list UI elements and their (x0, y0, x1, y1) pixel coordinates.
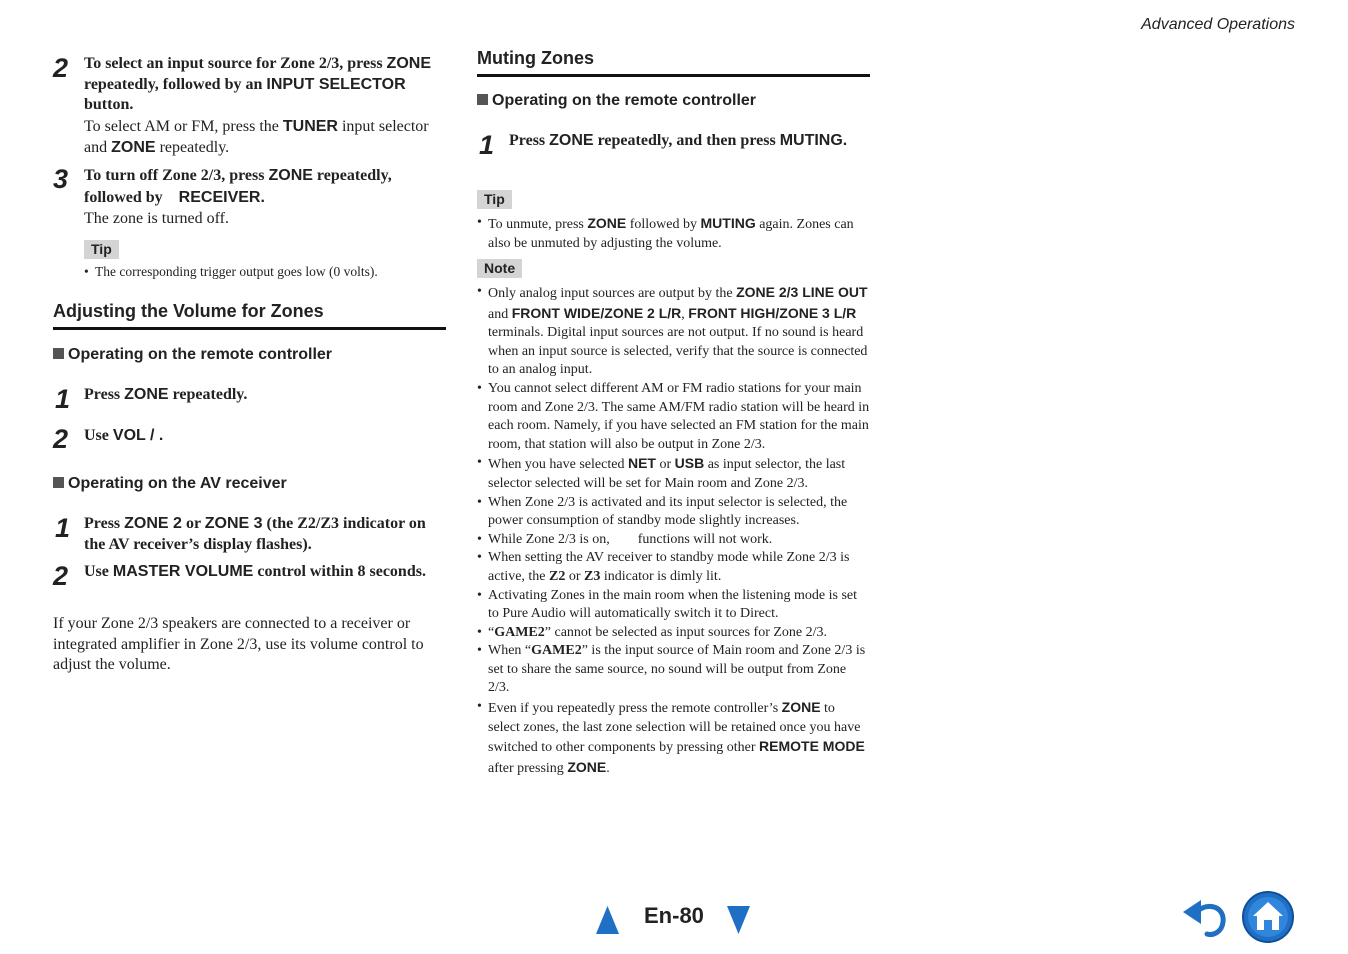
step-instruction: Press ZONE repeatedly, and then press MUTING. (509, 132, 848, 149)
step-number: 3 (53, 164, 69, 194)
list-item: • Only analog input sources are output by the ZONE 2/3 LINE OUT and FRONT WIDE/ZONE 2 L/R, FRONT HIGH/ZONE 3 L/R terminals. Digital input sources are not output. If no sound is heard when an input source is selected, verify that the source is connected to an analog input. (477, 283, 870, 380)
previous-page-arrow-icon[interactable] (596, 906, 619, 934)
note-label: Note (477, 259, 522, 278)
next-page-arrow-icon[interactable] (727, 906, 750, 934)
subsection-heading: Operating on the remote controller (53, 346, 332, 364)
note-list (477, 283, 870, 778)
step-instruction: Use VOL / . (84, 427, 164, 444)
step-instruction: To turn off Zone 2/3, press ZONE repeatedly, followed by RECEIVER. (84, 167, 392, 206)
step-instruction: Press ZONE 2 or ZONE 3 (the Z2/Z3 indicator on the AV receiver’s display flashes). (84, 515, 426, 553)
list-item: • Activating Zones in the main room when the listening mode is set to Pure Audio will automatically switch it to Direct. (477, 587, 870, 624)
list-item: • “GAME2” cannot be selected as input sources for Zone 2/3. (477, 624, 870, 643)
list-item: • When Zone 2/3 is activated and its input selector is selected, the power consumption of standby mode slightly increases. (477, 494, 870, 531)
step-body: The zone is turned off. (84, 210, 229, 227)
list-item: • To unmute, press ZONE followed by MUTING again. Zones can also be unmuted by adjusting the volume. (477, 214, 870, 253)
step-instruction: To select an input source for Zone 2/3, press ZONE repeatedly, followed by an INPUT SELECTOR button. (84, 55, 431, 113)
paragraph: If your Zone 2/3 speakers are connected to a receiver or integrated amplifier in Zone 2/3, use its volume control to adjust the volume. (53, 615, 424, 673)
step-number: 1 (479, 130, 495, 160)
subsection-heading: Operating on the remote controller (477, 92, 756, 110)
square-bullet-icon (477, 94, 488, 105)
square-bullet-icon (53, 477, 64, 488)
step-instruction: Press ZONE repeatedly. (84, 386, 248, 403)
step-body: To select AM or FM, press the TUNER input selector and ZONE repeatedly. (84, 118, 429, 156)
list-item: • When “GAME2” is the input source of Main room and Zone 2/3 is set to share the same source, no sound will be output from Zone 2/3. (477, 642, 870, 698)
tip-list (84, 263, 449, 282)
list-item: • The corresponding trigger output goes low (0 volts). (84, 263, 449, 282)
step-number: 2 (53, 561, 69, 591)
page-number: En-80 (644, 903, 704, 928)
step-number: 1 (55, 513, 71, 543)
subsection-heading: Operating on the AV receiver (53, 475, 287, 493)
section-heading: Adjusting the Volume for Zones (53, 301, 446, 330)
step-instruction: Use MASTER VOLUME control within 8 seconds. (84, 563, 426, 580)
tip-list (477, 214, 870, 253)
section-heading: Muting Zones (477, 48, 870, 77)
list-item: • When setting the AV receiver to standby mode while Zone 2/3 is active, the Z2 or Z3 indicator is dimly lit. (477, 549, 870, 586)
tip-label: Tip (477, 190, 512, 209)
list-item: • Even if you repeatedly press the remote controller’s ZONE to select zones, the last zone selection will be retained once you have switched to other components by pressing other REMOTE MODE after pressing ZONE. (477, 698, 870, 778)
back-icon[interactable] (1181, 898, 1229, 938)
section-title: Advanced Operations (1141, 16, 1295, 33)
tip-label: Tip (84, 240, 119, 259)
step-number: 2 (53, 424, 69, 454)
square-bullet-icon (53, 348, 64, 359)
home-icon[interactable] (1241, 890, 1295, 944)
list-item: • While Zone 2/3 is on, functions will not work. (477, 531, 870, 550)
list-item: • When you have selected NET or USB as input selector, the last selector selected will be set for Main room and Zone 2/3. (477, 454, 870, 493)
step-number: 1 (55, 384, 71, 414)
step-number: 2 (53, 53, 69, 83)
list-item: • You cannot select different AM or FM radio stations for your main room and Zone 2/3. The same AM/FM radio station will be heard in each room. Namely, if you have selected an FM station for the main room, that station will also be output in Zone 2/3. (477, 380, 870, 454)
